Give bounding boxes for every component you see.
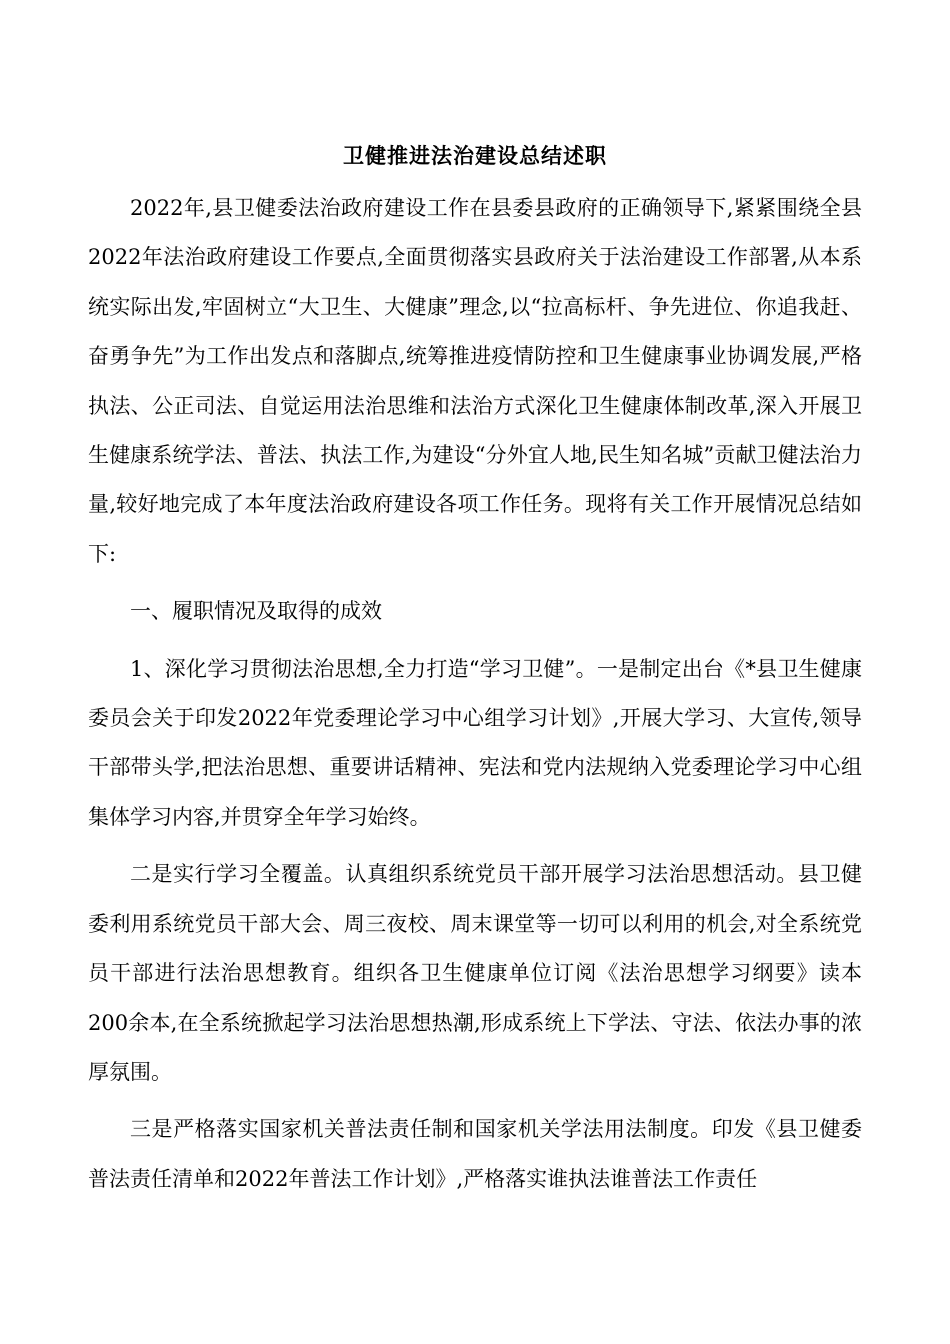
section-heading-1: 一、履职情况及取得的成效 [130,599,382,624]
paragraph-full-coverage: 二是实行学习全覆盖。认真组织系统党员干部开展学习法治思想活动。县卫健委利用系统党员干部大会、周三夜校、周末课堂等一切可以利用的机会,对全系统党员干部进行法治思想教育。组织各卫生健康单位订阅《法治思想学习纲要》读本200余本,在全系统掀起学习法治思想热潮,形成系统上下学法、守法、依法办事的浓厚氛围。 [88,862,862,1084]
document-title: 卫健推进法治建设总结述职 [343,143,607,168]
intro-paragraph: 2022年,县卫健委法治政府建设工作在县委县政府的正确领导下,紧紧围绕全县2022年法治政府建设工作要点,全面贯彻落实县政府关于法治建设工作部署,从本系统实际出发,牢固树立“大卫生、大健康”理念,以“拉高标杆、争先进位、你追我赶、奋勇争先”为工作出发点和落脚点,统筹推进疫情防控和卫生健康事业协调发展,严格执法、公正司法、自觉运用法治思维和法治方式深化卫生健康体制改革,深入开展卫生健康系统学法、普法、执法工作,为建设“分外宜人地,民生知名城”贡献卫健法治力量,较好地完成了本年度法治政府建设各项工作任务。现将有关工作开展情况总结如下: [88,196,862,566]
paragraph-study-law: 1、深化学习贯彻法治思想,全力打造“学习卫健”。一是制定出台《*县卫生健康委员会关于印发2022年党委理论学习中心组学习计划》,开展大学习、大宣传,领导干部带头学,把法治思想、重要讲话精神、宪法和党内法规纳入党委理论学习中心组集体学习内容,并贯穿全年学习始终。 [88,656,862,829]
paragraph-responsibility-system: 三是严格落实国家机关普法责任制和国家机关学法用法制度。印发《县卫健委普法责任清单和2022年普法工作计划》,严格落实谁执法谁普法工作责任 [88,1117,862,1191]
document-body [88,138,862,1212]
